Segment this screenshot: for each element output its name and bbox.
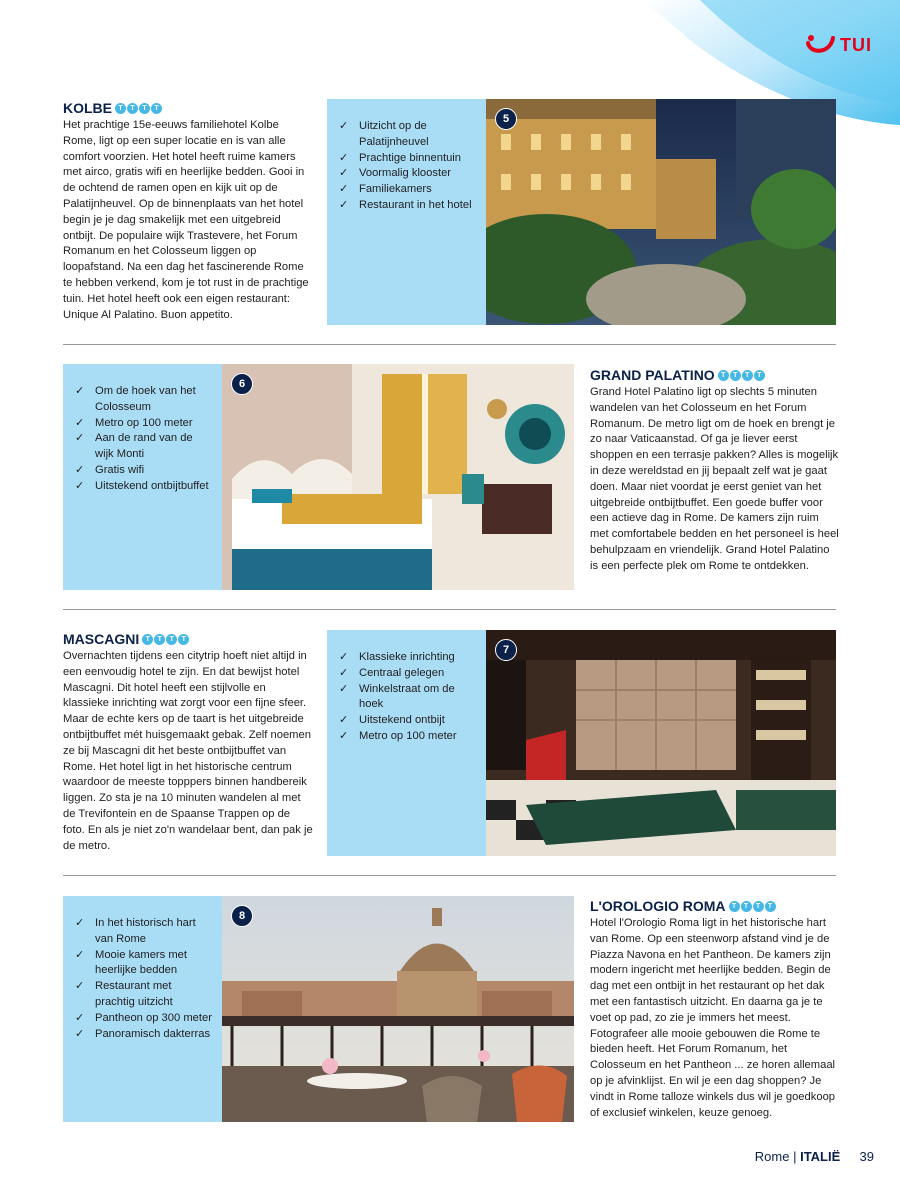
footer-separator: | [793,1149,797,1164]
page-footer [755,1149,874,1164]
hotel-title [63,100,313,116]
hotel-number-badge: 8 [231,905,253,927]
hotel-name: KOLBE [63,100,112,116]
features-box [63,364,222,590]
rating-icon: T [166,634,177,645]
rating-icon: T [178,634,189,645]
hotel-rating [115,103,163,114]
hotel-description: Grand Hotel Palatino ligt op slechts 5 minuten wandelen van het Colosseum en het Forum Romanum. De metro ligt om de hoek en brengt je zo naar Vaticaanstad. Of ga je liever eerst shoppen en een terrasje pakken? Alles is mogelijk in deze wereldstad en jij bepaalt zelf wat je gaat doen. Maar niet voordat je eerst geniet van het uitgebreide ontbijtbuffet. Een goede buffer voor een actieve dag in Rome. De kamers zijn ruim met comfortabele bedden en het personeel is heel behulpzaam en vriendelijk. Grand Hotel Palatino is een perfecte plek om Rome te ontdekken. [590,386,839,572]
rating-icon: T [753,901,764,912]
page-number: 39 [859,1149,874,1164]
feature-item: ✓ Om de hoek van het Colosseum [75,384,214,416]
divider [63,875,836,876]
feature-item: ✓ Panoramisch dakterras [75,1027,214,1043]
hotel-photo [222,364,574,590]
tui-logo [806,28,872,62]
hotel-title [590,898,840,914]
hotel-number-badge: 6 [231,373,253,395]
hotel-photo [486,630,836,856]
rating-icon: T [151,103,162,114]
tui-smile-icon [806,34,836,56]
rating-icon: T [742,370,753,381]
hotel-name: MASCAGNI [63,631,140,647]
rating-icon: T [139,103,150,114]
hotel-description: Hotel l'Orologio Roma ligt in het historische hart van Rome. Op een steenworp afstand vind je de Piazza Navona en het Pantheon. De kamers zijn modern ingericht met heerlijke bedden. Begin de dag met een ontbijt in het restaurant op het dak met een fantastisch uitzicht. En daarna ga je te voet op pad, zo zie je immers het meest. Fotografeer alle mooie gebouwen die Rome te bieden heeft. Het Forum Romanum, het Colosseum en het Pantheon ... ze horen allemaal op je afvinklijst. En wil je een dag shoppen? Je vindt in Rome talloze winkels dus wil je goedkoop of exclusief winkelen, keuze genoeg. [590,917,836,1119]
feature-item: ✓ Metro op 100 meter [75,416,214,432]
rating-icon: T [142,634,153,645]
feature-item: ✓ Metro op 100 meter [339,729,478,745]
hotel-photo [222,896,574,1122]
rating-icon: T [754,370,765,381]
footer-country: ITALIË [800,1149,841,1164]
feature-item: ✓ Gratis wifi [75,463,214,479]
feature-item: ✓ Uitzicht op de Palatijnheuvel [339,119,478,151]
feature-item: ✓ Restaurant in het hotel [339,198,478,214]
feature-list [63,364,222,495]
hotel-photo [486,99,836,325]
feature-item: ✓ Pantheon op 300 meter [75,1011,214,1027]
feature-item: ✓ Centraal gelegen [339,666,478,682]
footer-city: Rome [754,1149,790,1164]
features-box [327,99,486,325]
hotel-number-badge: 5 [495,108,517,130]
feature-item: ✓ Aan de rand van de wijk Monti [75,431,214,463]
rating-icon: T [765,901,776,912]
feature-list [327,99,486,214]
rating-icon: T [718,370,729,381]
hotel-description: Overnachten tijdens een citytrip hoeft niet altijd in een eenvoudig hotel te zijn. En dat bewijst hotel Mascagni. Dit hotel heeft een stijlvolle en klassieke inrichting wat zorgt voor een fijne sfeer. Maar de echte kers op de taart is het uitgebreide ontbijtbuffet mét huisgemaakt gebak. Zelf noemen ze bij Mascagni dit het beste ontbijtbuffet van Rome. Het hotel ligt in het historische centrum waardoor de meeste topppers binnen handbereik liggen. Zo sta je na 10 minuten wandelen al met de Trevifontein en de Spaanse Trappen op de foto. En als je niet zo'n wandelaar bent, dan pak je de metro. [63,650,313,852]
hotel-name: L'OROLOGIO ROMA [590,898,726,914]
tui-logo-text: TUI [840,34,872,55]
hotel-grand-palatino [590,367,840,575]
feature-item: ✓ Restaurant met prachtig uitzicht [75,979,214,1011]
hotel-description: Het prachtige 15e-eeuws familiehotel Kolbe Rome, ligt op een super locatie en is van alle comfort voorzien. Het hotel heeft ruime kamers met airco, gratis wifi en heerlijke bedden. Gooi in de ochtend de ramen open en kijk uit op de Palatijnheuvel. Op de binnenplaats van het hotel begin je je dag smakelijk met een uitgebreid ontbijt. De populaire wijk Trastevere, het Forum Romanum en het Colosseum liggen op loopafstand. Na een dag het fascinerende Rome te hebben verkend, kom je tot rust in de prachtige tuin. Het hotel heeft ook een eigen restaurant: Unique Al Palatino. Buon appetito. [63,119,309,321]
feature-item: ✓ Mooie kamers met heerlijke bedden [75,948,214,980]
hotel-rating [729,901,777,912]
rating-icon: T [730,370,741,381]
divider [63,344,836,345]
feature-item: ✓ Uitstekend ontbijtbuffet [75,479,214,495]
rating-icon: T [741,901,752,912]
hotel-title [590,367,840,383]
feature-item: ✓ Voormalig klooster [339,166,478,182]
features-box [63,896,222,1122]
hotel-rating [718,370,766,381]
hotel-number-badge: 7 [495,639,517,661]
divider [63,609,836,610]
feature-item: ✓ Familiekamers [339,182,478,198]
feature-list [63,896,222,1042]
feature-item: ✓ Winkelstraat om de hoek [339,682,478,714]
hotel-mascagni [63,631,313,854]
feature-item: ✓ Prachtige binnentuin [339,151,478,167]
rating-icon: T [154,634,165,645]
feature-item: ✓ Uitstekend ontbijt [339,713,478,729]
feature-item: ✓ In het historisch hart van Rome [75,916,214,948]
hotel-title [63,631,313,647]
hotel-kolbe [63,100,313,323]
hotel-name: GRAND PALATINO [590,367,715,383]
rating-icon: T [729,901,740,912]
hotel-orologio-roma [590,898,840,1121]
feature-list [327,630,486,745]
rating-icon: T [127,103,138,114]
rating-icon: T [115,103,126,114]
features-box [327,630,486,856]
hotel-rating [142,634,190,645]
feature-item: ✓ Klassieke inrichting [339,650,478,666]
